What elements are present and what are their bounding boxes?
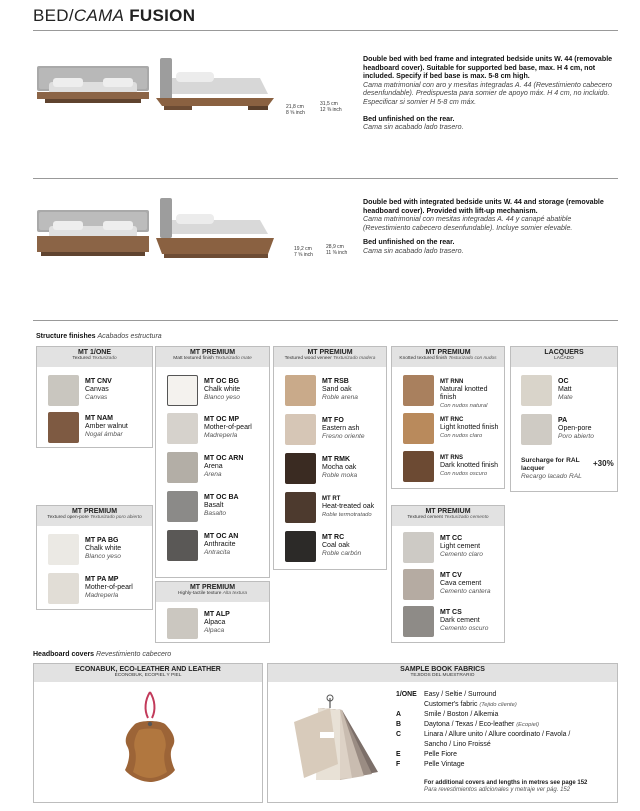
- group-sub-es: Texturizado cemento: [444, 515, 489, 520]
- label-mt-rc: [322, 534, 361, 558]
- dim-inch-3: 7 ⅝ inch: [294, 252, 313, 258]
- group-mt-premium-tactile: [155, 581, 270, 643]
- group-sub-es: Texturizado mate: [215, 356, 252, 361]
- group-title: MT PREMIUM: [189, 584, 236, 591]
- name-en: Anthracite: [204, 541, 236, 548]
- desc-es-1: Cama matrimonial con aro y mesitas integradas A. 44 (Revestimiento cabecero desenfundable). Predispuesta para somier de apoyo máx. H 4 cm, no incluido. Especificar si somier H 5-8 cm máx.: [363, 80, 612, 106]
- code: MT RNC: [440, 417, 464, 423]
- product1-description: [363, 55, 618, 132]
- group-mt-premium-open-pore: [36, 505, 153, 610]
- swatch-mt-pa-bg[interactable]: [48, 534, 79, 565]
- name-es: Blanco yeso: [85, 553, 121, 560]
- swatch-mt-oc-bg[interactable]: [167, 375, 198, 406]
- fabric-key: 1/ONE: [396, 691, 417, 698]
- dim-head-2: [326, 244, 360, 256]
- rear-en-1: Bed unfinished on the rear.: [363, 114, 455, 123]
- name-en: Coal oak: [322, 542, 350, 549]
- swatch-mt-rnc[interactable]: [403, 413, 434, 444]
- name-en: Natural knotted finish: [440, 386, 488, 401]
- label-mt-rns: [440, 454, 498, 478]
- fabric-list: [396, 690, 616, 774]
- name-en: Dark cement: [440, 617, 480, 624]
- label-mt-pa-bg: [85, 537, 121, 561]
- code: MT ALP: [204, 611, 230, 618]
- desc-en-2: Double bed with integrated bedside units W. 44 and storage (removable headboard cover). Provided with lift-up mechanism.: [363, 198, 604, 215]
- fabric-row: [396, 700, 616, 710]
- dim-inch-4: 11 ⅜ inch: [326, 250, 348, 256]
- group-sub: [156, 356, 269, 361]
- title-bed: BED/: [33, 6, 74, 25]
- divider: [33, 320, 618, 321]
- headboard-covers-title: [33, 651, 171, 658]
- label-mt-rmk: [322, 456, 357, 480]
- note-en: For additional covers and lengths in metres see page 152: [424, 780, 588, 786]
- name-en: Alpaca: [204, 619, 226, 626]
- title-fusion: FUSION: [129, 6, 196, 25]
- name-es: Con nudos natural: [440, 403, 488, 409]
- code: MT RT: [322, 496, 341, 502]
- label-mt-cv: [440, 572, 491, 596]
- group-sub-en: Highly-tactile texture: [177, 591, 222, 596]
- label-mt-fo: [322, 417, 365, 441]
- group-title: MT PREMIUM: [71, 508, 118, 515]
- name-es: Madreperla: [204, 432, 238, 439]
- fabric-key: B: [396, 721, 401, 728]
- group-sub: [156, 591, 269, 596]
- group-header: [274, 347, 386, 367]
- fabric-value: Linara / Allure unito / Allure coordinato / Favola /: [424, 731, 571, 738]
- fabric-value: Easy / Seltie / Surround: [424, 691, 497, 698]
- code: MT CV: [440, 572, 462, 579]
- group-sub-en: Textured open-pore: [47, 515, 89, 520]
- fabric-row: [396, 710, 616, 720]
- dim-cm-2: 31,5 cm: [320, 101, 338, 107]
- group-title: LACQUERS: [544, 349, 584, 356]
- name-es: Fresno oriente: [322, 433, 365, 440]
- leather-sample-image: [121, 690, 179, 786]
- name-es: Blanco yeso: [204, 394, 240, 401]
- leather-panel: [33, 663, 263, 803]
- product2-description: [363, 198, 618, 256]
- group-mt-premium-knotted: [391, 346, 505, 489]
- group-title: MT 1/ONE: [77, 349, 112, 356]
- fabric-row: [396, 690, 616, 700]
- code: MT RC: [322, 534, 345, 541]
- group-sub-en: Textured cement: [407, 515, 443, 520]
- divider: [33, 178, 618, 179]
- dim-height-2: [294, 246, 326, 258]
- group-sub-es: Alta textura: [222, 591, 248, 596]
- bed-side-image-1: [156, 54, 274, 118]
- label-mt-cc: [440, 535, 483, 559]
- label-mt-oc-ba: [204, 494, 239, 518]
- code: MT CS: [440, 609, 462, 616]
- code: MT OC BG: [204, 378, 239, 385]
- headboard-title-en: Headboard covers: [33, 651, 95, 658]
- fabric-value-note: (Tejido cliente): [479, 702, 517, 708]
- name-en: Amber walnut: [85, 423, 128, 430]
- page-title: [33, 6, 195, 26]
- dim-inch-2: 12 ⅜ inch: [320, 107, 342, 113]
- code: MT OC AN: [204, 533, 239, 540]
- swatch-mt-fo[interactable]: [285, 414, 316, 445]
- code: MT RNS: [440, 455, 463, 461]
- name-es: Roble arena: [322, 394, 358, 401]
- group-mt-premium-wood: [273, 346, 387, 570]
- fabric-key: F: [396, 761, 401, 768]
- swatch-lacquer-oc[interactable]: [521, 375, 552, 406]
- fabric-value-main: Daytona / Texas / Eco-leather: [424, 721, 515, 728]
- name-es: Roble termotratado: [322, 512, 372, 518]
- panel-sub: TEJIDOS DEL MUESTRARIO: [410, 673, 475, 678]
- name-es: Mate: [558, 394, 573, 401]
- fabric-key: A: [396, 711, 401, 718]
- note-es: Para revestimientos adicionales y metraje ver pág. 152: [424, 787, 571, 793]
- label-mt-rnn: [440, 378, 504, 410]
- surcharge-en: Surcharge for RAL lacquer: [521, 457, 580, 472]
- dim-cm-3: 19,2 cm: [294, 246, 312, 252]
- fabric-key: C: [396, 731, 401, 738]
- name-en: Mocha oak: [322, 464, 357, 471]
- bed-front-image-1: [37, 62, 149, 117]
- name-en: Arena: [204, 463, 223, 470]
- group-sub: [37, 515, 152, 520]
- swatch-mt-pa-mp[interactable]: [48, 573, 79, 604]
- name-en: Light cement: [440, 543, 481, 550]
- fabric-value: Smile / Boston / Alkemia: [424, 711, 499, 718]
- rear-en-2: Bed unfinished on the rear.: [363, 238, 455, 247]
- swatch-mt-rt[interactable]: [285, 492, 316, 523]
- label-mt-rt: [322, 495, 374, 519]
- fabric-key: E: [396, 751, 401, 758]
- group-header: [156, 582, 269, 602]
- name-es: Alpaca: [204, 627, 225, 634]
- name-es: Basalto: [204, 510, 226, 517]
- rear-es-1: Cama sin acabado lado trasero.: [363, 123, 464, 132]
- surcharge-es: Recargo lacado RAL: [521, 472, 582, 480]
- code: MT FO: [322, 417, 344, 424]
- label-mt-pa-mp: [85, 576, 133, 600]
- name-en: Matt: [558, 386, 572, 393]
- group-sub-es: Texturizado poro abierto: [90, 515, 142, 520]
- swatch-mt-rmk[interactable]: [285, 453, 316, 484]
- name-en: Mother-of-pearl: [85, 584, 133, 591]
- label-lacquer-pa: [558, 417, 594, 441]
- code: MT OC MP: [204, 416, 239, 423]
- fabric-value-note: (Ecopiel): [516, 722, 540, 728]
- name-en: Chalk white: [204, 386, 241, 393]
- fabric-value: Pelle Fiore: [424, 751, 457, 758]
- group-mt1: [36, 346, 153, 448]
- dim-height-1: [286, 104, 318, 116]
- swatch-mt-rns[interactable]: [403, 451, 434, 482]
- code: MT NAM: [85, 415, 113, 422]
- label-mt-cs: [440, 609, 488, 633]
- name-en: Sand oak: [322, 386, 352, 393]
- name-en: Heat-treated oak: [322, 503, 375, 510]
- code: MT CNV: [85, 378, 112, 385]
- group-sub-es: Texturizado con nudos: [448, 356, 497, 361]
- group-sub: [37, 356, 152, 361]
- swatch-mt-cnv[interactable]: [48, 375, 79, 406]
- group-mt-premium-cement: [391, 505, 505, 643]
- label-mt-oc-bg: [204, 378, 240, 402]
- fabric-row: [396, 750, 616, 760]
- swatch-mt-oc-an[interactable]: [167, 530, 198, 561]
- swatch-mt-cs[interactable]: [403, 606, 434, 637]
- panel-title: ECONABUK, ECO-LEATHER AND LEATHER: [75, 666, 221, 673]
- group-sub: [274, 356, 386, 361]
- name-en: Open-pore: [558, 425, 592, 432]
- panel-header: [268, 664, 617, 682]
- title-cama: CAMA: [73, 6, 125, 25]
- name-es: Cemento oscuro: [440, 625, 489, 632]
- swatch-lacquer-pa[interactable]: [521, 414, 552, 445]
- additional-covers-note: [424, 780, 614, 794]
- swatch-mt-rnn[interactable]: [403, 375, 434, 406]
- name-es: Nogal ámbar: [85, 431, 123, 438]
- group-mt-premium-matt: [155, 346, 270, 578]
- name-en: Eastern ash: [322, 425, 360, 432]
- name-es: Arena: [204, 471, 222, 478]
- fabric-row: [396, 740, 616, 750]
- group-header: [511, 347, 617, 367]
- ral-surcharge-note: [521, 457, 589, 480]
- code: MT PA BG: [85, 537, 119, 544]
- code: PA: [558, 417, 568, 424]
- swatch-mt-nam[interactable]: [48, 412, 79, 443]
- group-header: [37, 347, 152, 367]
- group-header: [156, 347, 269, 367]
- code: MT OC ARN: [204, 455, 244, 462]
- group-title: MT PREMIUM: [425, 349, 471, 356]
- label-lacquer-oc: [558, 378, 573, 402]
- name-en: Chalk white: [85, 545, 122, 552]
- rear-es-2: Cama sin acabado lado trasero.: [363, 246, 464, 255]
- panel-title: SAMPLE BOOK FABRICS: [400, 666, 485, 673]
- dim-cm-1: 21,8 cm: [286, 104, 304, 110]
- swatch-mt-rsb[interactable]: [285, 375, 316, 406]
- sample-book-image: [290, 694, 386, 782]
- group-sub: [392, 515, 504, 520]
- name-es: Canvas: [85, 394, 108, 401]
- structure-title-es: Acabados estructura: [97, 333, 162, 340]
- swatch-mt-cc[interactable]: [403, 532, 434, 563]
- fabric-value: Sancho / Lino Froissé: [424, 741, 491, 748]
- name-en: Light knotted finish: [440, 424, 499, 431]
- name-en: Canvas: [85, 386, 109, 393]
- swatch-mt-oc-arn[interactable]: [167, 452, 198, 483]
- name-en: Basalt: [204, 502, 224, 509]
- group-header: [37, 506, 152, 526]
- fabric-value-main: Customer's fabric: [424, 701, 478, 708]
- fabric-value: Pelle Vintage: [424, 761, 465, 768]
- fabric-row: [396, 730, 616, 740]
- code: MT OC BA: [204, 494, 239, 501]
- code: OC: [558, 378, 569, 385]
- swatch-mt-oc-mp[interactable]: [167, 413, 198, 444]
- code: MT RNN: [440, 379, 464, 385]
- swatch-mt-rc[interactable]: [285, 531, 316, 562]
- group-sub-en: Textured: [72, 356, 91, 361]
- group-sub: LACADO: [554, 356, 574, 361]
- surcharge-percent: +30%: [593, 459, 614, 468]
- dim-cm-4: 28,9 cm: [326, 244, 344, 250]
- code: MT CC: [440, 535, 463, 542]
- dim-inch-1: 8 ⅝ inch: [286, 110, 305, 116]
- group-sub-en: Knotted textured finish: [399, 356, 448, 361]
- group-sub-es: Texturizado: [92, 356, 117, 361]
- code: MT RSB: [322, 378, 349, 385]
- group-lacquers: [510, 346, 618, 492]
- bed-front-image-2: [37, 210, 149, 262]
- desc-es-2: Cama matrimonial con mesitas integradas A. 44 y canapé abatible (Revestimiento cabecero desenfundable). Incluye somier elevable.: [363, 215, 573, 232]
- panel-header: [34, 664, 262, 682]
- group-sub-en: Textured wood veneer: [284, 356, 332, 361]
- name-en: Cava cement: [440, 580, 482, 587]
- dim-head-1: [320, 101, 354, 113]
- label-mt-oc-arn: [204, 455, 243, 479]
- label-mt-cnv: [85, 378, 112, 402]
- swatch-mt-oc-ba[interactable]: [167, 491, 198, 522]
- group-header: [392, 347, 504, 367]
- fabrics-panel: [267, 663, 618, 803]
- group-sub-en: Matt textured finish: [173, 356, 214, 361]
- name-es: Roble carbón: [322, 550, 362, 557]
- label-mt-oc-an: [204, 533, 238, 557]
- panel-sub: ECONOBUK, ECOPIEL Y PIEL: [114, 673, 182, 678]
- fabric-row: [396, 720, 616, 730]
- code: MT RMK: [322, 456, 350, 463]
- label-mt-rsb: [322, 378, 358, 402]
- name-es: Antracita: [204, 549, 231, 556]
- name-en: Mother-of-pearl: [204, 424, 252, 431]
- group-title: MT PREMIUM: [307, 349, 353, 356]
- desc-en-1: Double bed with bed frame and integrated bedside units W. 44 (removable headboard cover). Suitable for supported bed base, max. H 4 cm, not included. Specify if bed base is max. 5-8 cm high.: [363, 55, 613, 81]
- bed-side-image-2: [156, 198, 274, 262]
- name-es: Cemento claro: [440, 551, 483, 558]
- name-es: Madreperla: [85, 592, 119, 599]
- group-title: MT PREMIUM: [425, 508, 471, 515]
- name-en: Dark knotted finish: [440, 462, 498, 469]
- group-header: [392, 506, 504, 526]
- group-sub-es: Texturizado madera: [333, 356, 376, 361]
- name-es: Cemento cantera: [440, 588, 491, 595]
- structure-title-en: Structure finishes: [36, 333, 96, 340]
- divider: [33, 30, 618, 31]
- name-es: Con nudos oscuro: [440, 471, 488, 477]
- swatch-mt-alp[interactable]: [167, 608, 198, 639]
- label-mt-rnc: [440, 416, 498, 440]
- group-sub: [392, 356, 504, 361]
- swatch-mt-cv[interactable]: [403, 569, 434, 600]
- name-es: Con nudos claro: [440, 433, 483, 439]
- name-es: Poro abierto: [558, 433, 594, 440]
- label-mt-nam: [85, 415, 128, 439]
- label-mt-oc-mp: [204, 416, 252, 440]
- structure-finishes-title: [36, 333, 162, 340]
- headboard-title-es: Revestimiento cabecero: [96, 651, 172, 658]
- group-title: MT PREMIUM: [189, 349, 236, 356]
- label-mt-alp: [204, 611, 230, 635]
- name-es: Roble moka: [322, 472, 358, 479]
- code: MT PA MP: [85, 576, 119, 583]
- fabric-row: [396, 760, 616, 770]
